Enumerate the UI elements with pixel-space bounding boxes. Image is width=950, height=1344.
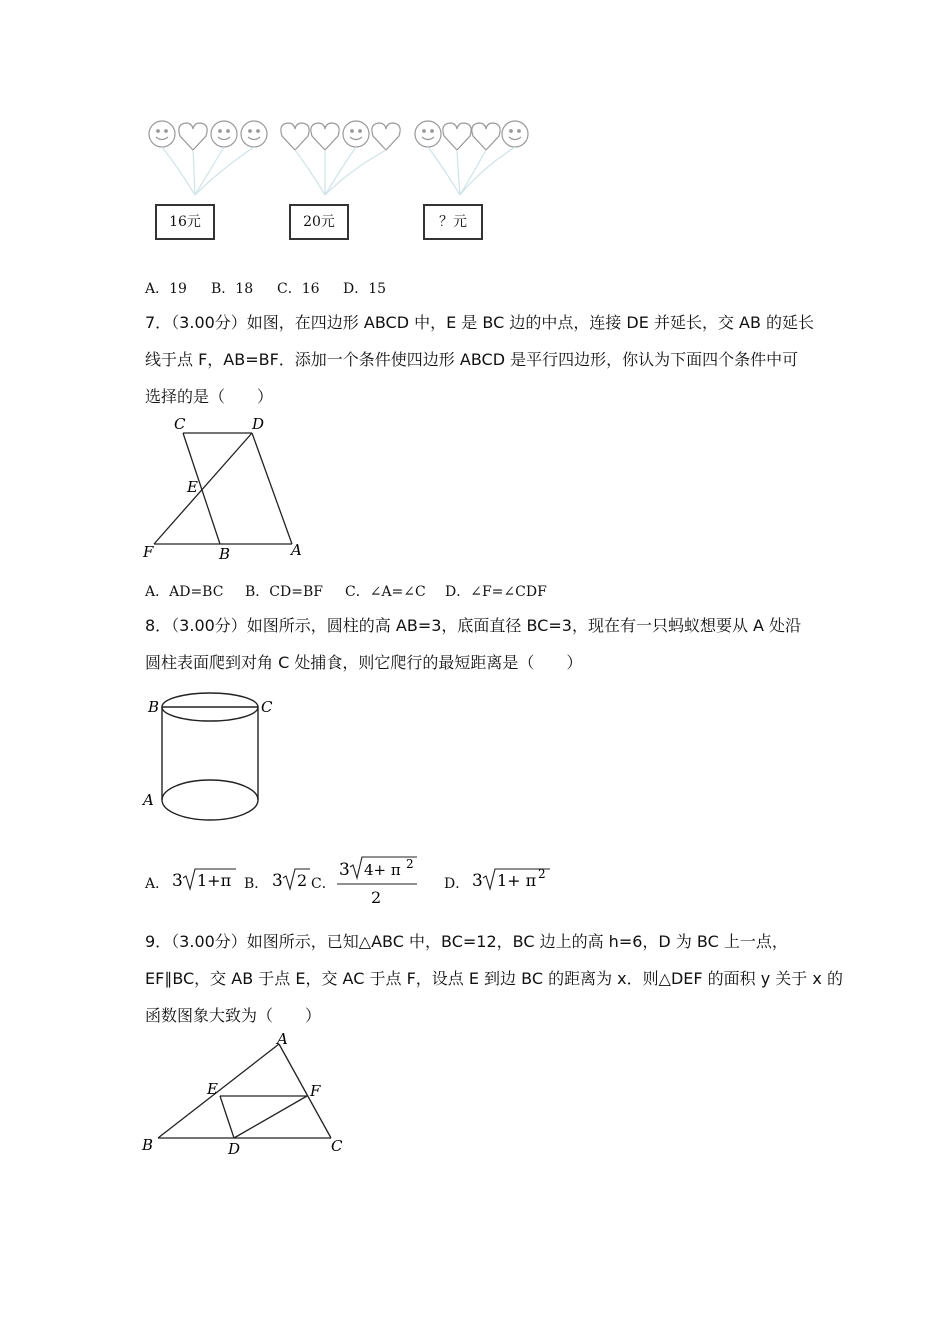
q8-option-d-label: D． [444, 876, 470, 892]
q8-option-b-label: B． [244, 876, 269, 892]
q7-segment-da [252, 433, 292, 544]
q8-option-b-coef: 3 [272, 871, 283, 891]
q7-label-a: A [291, 541, 302, 559]
q8-option-d-coef: 3 [472, 871, 483, 891]
q7-label-b: B [219, 545, 231, 563]
q9-text-line-2: EF∥BC，交 AB 于点 E，交 AC 于点 F，设点 E 到边 BC 的距离为 x．则△DEF 的面积 y 关于 x 的 [145, 969, 843, 988]
q7-text-line-1: 7．（3.00分）如图，在四边形 ABCD 中，E 是 BC 边的中点，连接 DE 并延长，交 AB 的延长 [145, 313, 815, 332]
q9-triangle-figure [140, 1032, 360, 1162]
q6-option-b: B．18 [211, 281, 254, 297]
q8-option-b-expr [270, 860, 315, 896]
q8-option-c-rad: 4+ π [364, 861, 401, 879]
q7-text-line-3: 选择的是（ ） [145, 387, 274, 406]
heart-icon [472, 123, 500, 150]
heart-icon [372, 123, 400, 150]
q6-option-c: C．16 [277, 281, 320, 297]
price-box-3: ？元 [423, 204, 483, 240]
q8-option-a-label: A． [145, 876, 170, 892]
q8-option-a-coef: 3 [172, 871, 183, 891]
q8-option-a-rad: 1+π [197, 871, 232, 890]
q8-label-c: C [261, 698, 273, 716]
heart-icon [443, 123, 471, 150]
q9-label-c: C [331, 1137, 343, 1155]
q7-option-d: D．∠F=∠CDF [445, 584, 547, 600]
q9-label-a: A [277, 1032, 288, 1048]
q8-option-c-coef: 3 [339, 860, 350, 880]
q8-option-d-exp: 2 [538, 867, 546, 881]
q8-label-b: B [148, 698, 160, 716]
q7-label-e: E [187, 478, 198, 496]
heart-icon [281, 123, 309, 150]
q7-segment-fd [154, 433, 252, 544]
q8-option-c-exp: 2 [406, 857, 414, 871]
smile-face-icon [343, 121, 369, 147]
q7-label-f: F [143, 543, 154, 561]
price-box-2: 20元 [289, 204, 349, 240]
q8-option-d-expr [470, 858, 560, 896]
q7-options [145, 580, 547, 603]
q7-option-b: B．CD=BF [245, 584, 323, 600]
q8-option-b-rad: 2 [297, 871, 308, 890]
q9-segment-ba [158, 1044, 279, 1138]
q9-label-b: B [142, 1136, 154, 1154]
q8-cylinder-figure [140, 690, 290, 830]
q9-label-f: F [310, 1082, 321, 1100]
q6-options [145, 277, 386, 300]
heart-icon [179, 123, 207, 150]
smile-face-icon [149, 121, 175, 147]
q8-option-c-label: C． [311, 876, 336, 892]
price-box-1: 16元 [155, 204, 215, 240]
q9-segment-df [234, 1096, 307, 1138]
q9-label-e: E [207, 1080, 218, 1098]
q9-segment-ed [220, 1096, 234, 1138]
q9-label-d: D [228, 1140, 241, 1158]
q7-text-line-2: 线于点 F，AB=BF．添加一个条件使四边形 ABCD 是平行四边形，你认为下面四个条件中可 [145, 350, 799, 369]
q9-text-line-3: 函数图象大致为（ ） [145, 1006, 322, 1025]
smile-face-icon [415, 121, 441, 147]
q8-text-line-1: 8．（3.00分）如图所示，圆柱的高 AB=3，底面直径 BC=3，现在有一只蚂蚁想要从 A 处沿 [145, 616, 802, 635]
q7-label-d: D [252, 415, 265, 433]
q9-segment-ac [279, 1044, 331, 1138]
q9-text-line-1: 9．（3.00分）如图所示，已知△ABC 中，BC=12，BC 边上的高 h=6，D 为 BC 上一点， [145, 932, 788, 951]
q7-option-c: C．∠A=∠C [345, 584, 426, 600]
q8-bottom-ellipse [162, 780, 258, 820]
q8-option-c-den: 2 [371, 888, 382, 907]
q7-option-a: A．AD=BC [145, 584, 224, 600]
smile-face-icon [241, 121, 267, 147]
q8-option-a-expr [170, 860, 240, 896]
heart-icon [311, 123, 339, 150]
q7-quadrilateral-figure [138, 412, 318, 567]
smile-face-icon [211, 121, 237, 147]
q8-option-d-rad: 1+ π [497, 871, 537, 890]
q6-option-a: A．19 [145, 281, 187, 297]
smile-face-icon [502, 121, 528, 147]
q6-option-d: D．15 [343, 281, 387, 297]
q7-label-c: C [174, 415, 186, 433]
q8-option-c-expr [335, 850, 425, 908]
q8-label-a: A [143, 791, 154, 809]
q8-text-line-2: 圆柱表面爬到对角 C 处捕食，则它爬行的最短距离是（ ） [145, 653, 583, 672]
